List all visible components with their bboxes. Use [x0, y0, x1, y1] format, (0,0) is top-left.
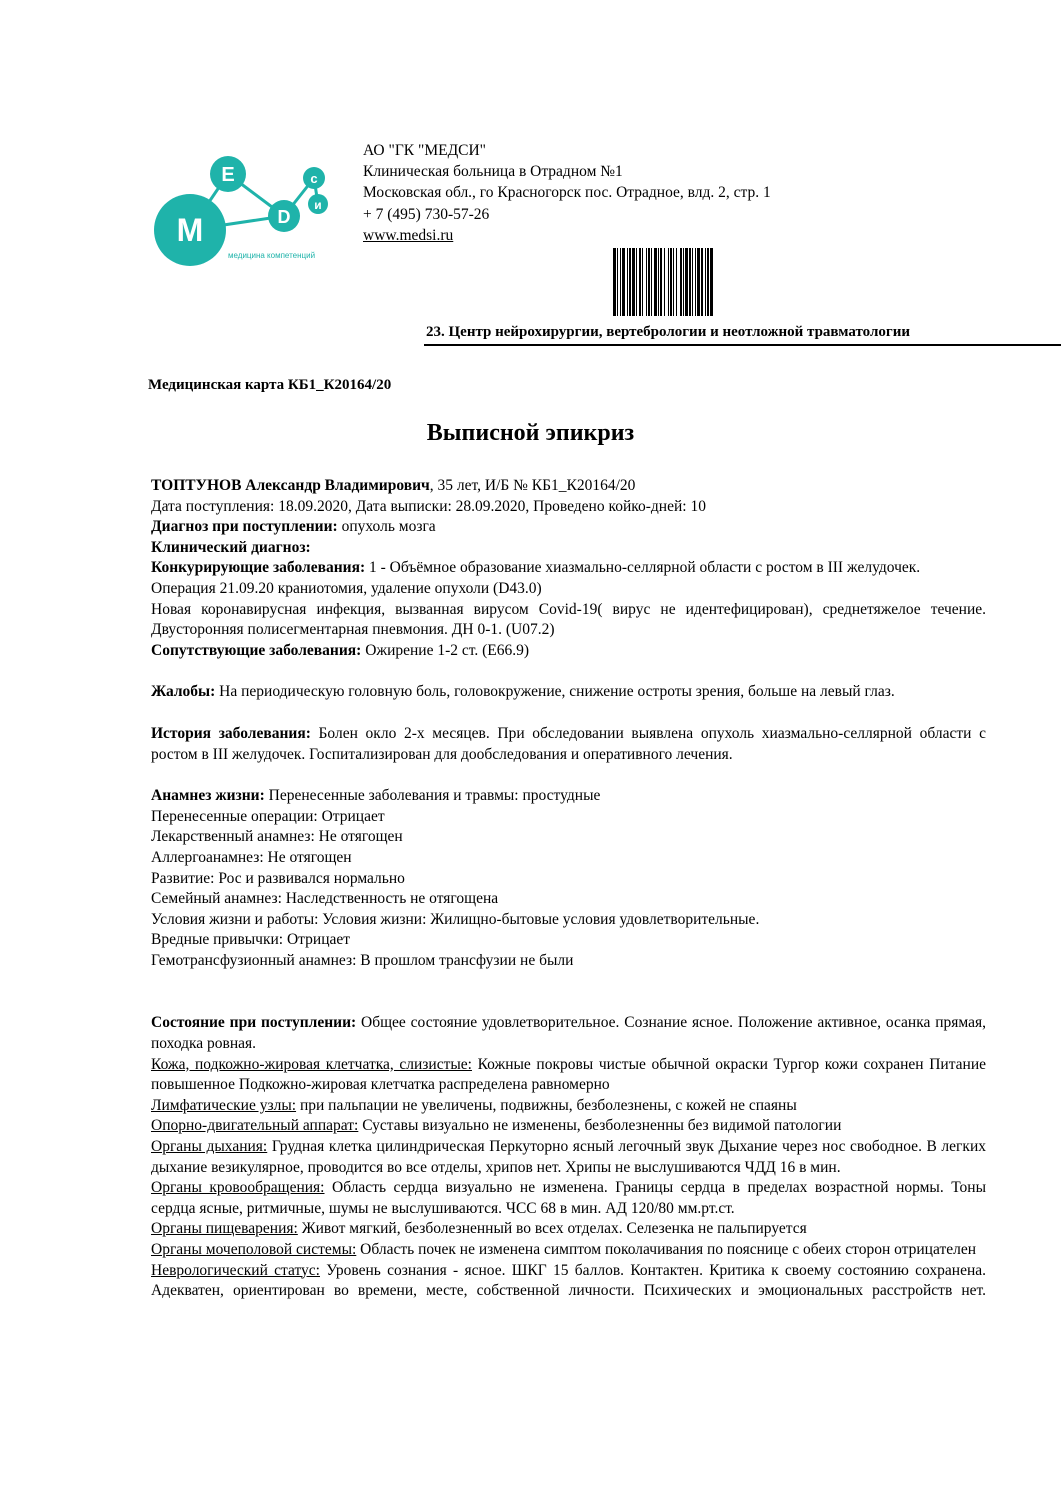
anamnesis-line: Семейный анамнез: Наследственность не отягощена	[151, 890, 499, 908]
barcode-bar	[654, 248, 657, 316]
medsi-logo	[150, 140, 360, 275]
barcode-bar	[646, 248, 647, 316]
document-title: Выписной эпикриз	[426, 420, 635, 446]
hospital-phone: + 7 (495) 730-57-26	[363, 205, 490, 223]
barcode-bar	[697, 248, 700, 316]
document-body	[151, 476, 986, 1302]
skin-status	[151, 1055, 986, 1096]
neuro-status-label: Неврологический статус:	[151, 1261, 320, 1279]
anamnesis-line: Перенесенные операции: Отрицает	[151, 807, 385, 825]
musculo-status	[151, 1116, 986, 1137]
barcode-bar	[620, 248, 621, 316]
barcode	[611, 248, 811, 318]
admission-diagnosis-label: Диагноз при поступлении:	[151, 518, 338, 536]
clinical-diagnosis-heading: Клинический диагноз:	[151, 538, 311, 556]
barcode-bar	[664, 248, 665, 316]
neuro-status-value: Уровень сознания - ясное. ШКГ 15 баллов. Контактен. Критика к своему состоянию сохранена. Адекватен, ориентирован во времени, месте, собственной личности. Психических и эмоциональных расстройств нет.	[151, 1261, 987, 1300]
anamnesis-line: Аллергоанамнез: Не отягощен	[151, 848, 352, 866]
barcode-bar	[710, 248, 713, 316]
lymph-status	[151, 1096, 986, 1117]
concomitant-diseases-value: Ожирение 1-2 ст. (E66.9)	[361, 641, 530, 659]
barcode-bar	[651, 248, 652, 316]
hospital-name: Клиническая больница в Отрадном №1	[363, 163, 623, 181]
disease-history-value: Болен окло 2-х месяцев. При обследовании выявлена опухоль хиазмально-селлярной области с ростом в III желудочек. Госпитализирован для дообследования и оперативного лечения.	[151, 724, 986, 763]
logo-letter-d: D	[277, 207, 291, 227]
skin-status-label: Кожа, подкожно-жировая клетчатка, слизистые:	[151, 1055, 472, 1073]
barcode-bar	[668, 248, 669, 316]
anamnesis-line: Гемотрансфузионный анамнез: В прошлом трансфузии не были	[151, 951, 574, 969]
life-anamnesis	[151, 786, 986, 807]
musculo-status-label: Опорно-двигательный аппарат:	[151, 1117, 359, 1135]
org-name: АО "ГК "МЕДСИ"	[363, 142, 487, 159]
admission-status	[151, 1013, 986, 1054]
barcode-bar	[685, 248, 688, 316]
lymph-status-label: Лимфатические узлы:	[151, 1096, 297, 1114]
logo-letter-e: Е	[221, 164, 235, 186]
logo-tagline: медицина компетенций	[228, 251, 316, 260]
lymph-status-value: при пальпации не увеличены, подвижны, безболезнены, с кожей не спаяны	[296, 1096, 797, 1114]
hospital-address: Московская обл., го Красногорск пос. Отрадное, влд. 2, стр. 1	[363, 184, 771, 202]
urogenital-status	[151, 1240, 986, 1261]
skin-status-value: Кожные покровы чистые обычной окраски Тургор кожи сохранен Питание повышенное Подкожно-жировая клетчатка распределена равномерно	[151, 1055, 986, 1094]
life-anamnesis-first: Перенесенные заболевания и травмы: простудные	[264, 787, 601, 805]
admission-status-label: Состояние при поступлении:	[151, 1014, 357, 1032]
life-anamnesis-label: Анамнез жизни:	[151, 787, 265, 805]
complaints-value: На периодическую головную боль, головокружение, снижение остроты зрения, больше на левый глаз.	[215, 683, 895, 701]
urogenital-status-value: Область почек не изменена симптом поколачивания по пояснице с обеих сторон отрицателен	[356, 1241, 977, 1258]
circulatory-status	[151, 1178, 986, 1219]
barcode-bar	[636, 248, 637, 316]
barcode-bar	[683, 248, 684, 316]
medical-card-number: Медицинская карта КБ1_К20164/20	[148, 377, 392, 393]
digestive-status	[151, 1219, 986, 1240]
anamnesis-line: Условия жизни и работы: Условия жизни: Жилищно-бытовые условия удовлетворительные.	[151, 910, 760, 928]
barcode-bar	[689, 248, 691, 316]
disease-history-label: История заболевания:	[151, 724, 311, 742]
circulatory-status-label: Органы кровообращения:	[151, 1179, 325, 1197]
patient-line	[151, 476, 986, 497]
anamnesis-line: Лекарственный анамнез: Не отягощен	[151, 828, 403, 846]
respiratory-status-value: Грудная клетка цилиндрическая Перкуторно ясный легочный звук Дыхание через нос свободное. В легких дыхание везикулярное, проводится во все отделы, хрипов нет. Хрипы не выслушиваются ЧДД 16 в мин.	[151, 1138, 986, 1176]
barcode-bar	[627, 248, 628, 316]
respiratory-status-label: Органы дыхания:	[151, 1138, 268, 1156]
barcode-bar	[617, 248, 618, 316]
barcode-bar	[705, 248, 706, 316]
disease-history	[151, 724, 986, 765]
barcode-bar	[707, 248, 709, 316]
barcode-bar	[680, 248, 682, 316]
patient-info: , 35 лет, И/Б № КБ1_К20164/20	[429, 477, 636, 494]
organization-info	[363, 140, 771, 246]
barcode-bar	[695, 248, 696, 316]
concomitant-diseases	[151, 641, 986, 662]
barcode-bar	[673, 248, 674, 316]
admission-status-value: Общее состояние удовлетворительное. Сознание ясное. Положение активное, осанка прямая, походка ровная.	[151, 1014, 986, 1053]
competing-diseases-label: Конкурирующие заболевания:	[151, 559, 366, 577]
admission-diagnosis	[151, 517, 986, 538]
barcode-bar	[629, 248, 631, 316]
barcode-bar	[639, 248, 641, 316]
neuro-status	[151, 1261, 986, 1302]
header-rule	[424, 344, 1061, 346]
barcode-bar	[632, 248, 635, 316]
admission-diagnosis-value: опухоль мозга	[337, 518, 436, 536]
anamnesis-line: Развитие: Рос и развивался нормально	[151, 869, 405, 887]
barcode-bar	[660, 248, 662, 316]
competing-diseases-value: 1 - Объёмное образование хиазмально-селлярной области с ростом в III желудочек.	[365, 559, 921, 577]
anamnesis-line: Вредные привычки: Отрицает	[151, 931, 351, 949]
patient-name: ТОПТУНОВ Александр Владимирович	[151, 477, 430, 494]
barcode-bar	[622, 248, 625, 316]
covid-diagnosis: Новая коронавирусная инфекция, вызванная вирусом Covid-19( вирус не идентефицирован), среднетяжелое течение. Двусторонняя полисегментарная пневмония. ДН 0-1. (U07.2)	[151, 600, 986, 639]
barcode-bar	[613, 248, 616, 316]
circulatory-status-value: Область сердца визуально не изменена. Границы сердца в пределах возрастной нормы. Тоны сердца ясные, ритмичные, шумы не выслушиваются. ЧСС 68 в мин. АД 120/80 мм.рт.ст.	[151, 1179, 986, 1217]
digestive-status-value: Живот мягкий, безболезненный во всех отделах. Селезенка не пальпируется	[297, 1220, 807, 1238]
respiratory-status	[151, 1137, 986, 1178]
logo-letter-m: М	[176, 212, 204, 248]
department-name: 23. Центр нейрохирургии, вертебрологии и неотложной травматологии	[426, 324, 910, 340]
digestive-status-label: Органы пищеварения:	[151, 1220, 298, 1238]
urogenital-status-label: Органы мочеполовой системы:	[151, 1241, 357, 1258]
barcode-bar	[692, 248, 693, 316]
logo-letter-i: и	[314, 198, 322, 212]
competing-diseases	[151, 558, 986, 579]
clinical-diagnosis-label	[151, 538, 986, 559]
complaints	[151, 682, 986, 703]
stay-dates: Дата поступления: 18.09.2020, Дата выписки: 28.09.2020, Проведено койко-дней: 10	[151, 497, 706, 515]
barcode-bar	[648, 248, 650, 316]
website-link[interactable]: www.medsi.ru	[363, 226, 454, 244]
operation: Операция 21.09.20 краниотомия, удаление опухоли (D43.0)	[151, 579, 542, 597]
barcode-bar	[701, 248, 703, 316]
barcode-bar	[642, 248, 643, 316]
musculo-status-value: Суставы визуально не изменены, безболезненны без видимой патологии	[358, 1117, 842, 1135]
complaints-label: Жалобы:	[151, 683, 216, 701]
barcode-bar	[676, 248, 677, 316]
barcode-bar	[658, 248, 659, 316]
concomitant-diseases-label: Сопутствующие заболевания:	[151, 641, 362, 659]
barcode-bar	[670, 248, 672, 316]
logo-letter-s: с	[310, 171, 318, 186]
